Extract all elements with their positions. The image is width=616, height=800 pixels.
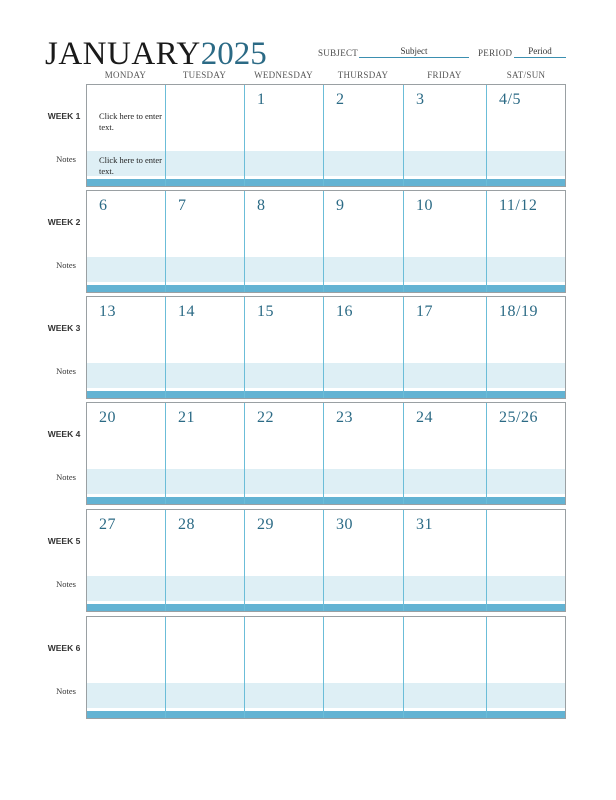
week-bottom-bar: [87, 604, 565, 611]
day-cell[interactable]: [245, 617, 324, 683]
date-number: 28: [178, 516, 195, 533]
notes-band[interactable]: [87, 469, 565, 494]
date-number: 13: [99, 303, 116, 320]
day-cell[interactable]: [324, 617, 404, 683]
calendar-title: [45, 34, 267, 74]
day-header-3: THURSDAY: [337, 70, 389, 80]
day-header-5: SAT/SUN: [506, 70, 546, 80]
week-block: [86, 509, 566, 612]
week-label: WEEK 4: [47, 429, 81, 439]
date-number: 2: [336, 91, 345, 108]
subject-field[interactable]: Subject: [400, 46, 428, 56]
notes-label: Notes: [56, 260, 76, 270]
notes-label: Notes: [56, 366, 76, 376]
date-number: 30: [336, 516, 353, 533]
week-block: [86, 84, 566, 187]
week-label: WEEK 5: [47, 536, 81, 546]
day-cell[interactable]: [487, 510, 567, 576]
day-header-1: TUESDAY: [182, 70, 227, 80]
placeholder-text-field[interactable]: Click here to enter text.: [99, 111, 163, 132]
date-number: 16: [336, 303, 353, 320]
subject-label: SUBJECT: [318, 48, 359, 58]
period-label: PERIOD: [478, 48, 513, 58]
date-number: 14: [178, 303, 195, 320]
date-number: 1: [257, 91, 266, 108]
date-number: 3: [416, 91, 425, 108]
period-underline: [514, 57, 566, 58]
date-number: 15: [257, 303, 274, 320]
week-bottom-bar: [87, 391, 565, 398]
date-number: 22: [257, 409, 274, 426]
title-month: JANUARY: [45, 36, 201, 72]
notes-label: Notes: [56, 686, 76, 696]
week-bottom-bar: [87, 285, 565, 292]
day-header-0: MONDAY: [104, 70, 147, 80]
notes-band[interactable]: [87, 683, 565, 708]
week-bottom-bar: [87, 179, 565, 186]
notes-band[interactable]: [87, 363, 565, 388]
day-cell[interactable]: [487, 617, 567, 683]
date-number: 11/12: [499, 197, 538, 214]
week-block: [86, 296, 566, 399]
date-number: 27: [99, 516, 116, 533]
day-cell[interactable]: [166, 85, 245, 151]
notes-placeholder-text-field[interactable]: Click here to enter text.: [99, 155, 163, 176]
subject-underline: [359, 57, 469, 58]
date-number: 8: [257, 197, 266, 214]
day-cell[interactable]: [166, 617, 245, 683]
date-number: 20: [99, 409, 116, 426]
title-year: 2025: [200, 36, 267, 72]
date-number: 9: [336, 197, 345, 214]
date-number: 7: [178, 197, 187, 214]
date-number: 31: [416, 516, 433, 533]
day-cell[interactable]: [404, 617, 487, 683]
date-number: 17: [416, 303, 433, 320]
date-number: 29: [257, 516, 274, 533]
day-header-4: FRIDAY: [427, 70, 462, 80]
notes-label: Notes: [56, 472, 76, 482]
week-bottom-bar: [87, 497, 565, 504]
week-block: [86, 616, 566, 719]
week-label: WEEK 1: [47, 111, 81, 121]
date-number: 18/19: [499, 303, 538, 320]
week-label: WEEK 6: [47, 643, 81, 653]
week-label: WEEK 3: [47, 323, 81, 333]
notes-label: Notes: [56, 154, 76, 164]
date-number: 25/26: [499, 409, 538, 426]
week-block: [86, 190, 566, 293]
week-label: WEEK 2: [47, 217, 81, 227]
week-bottom-bar: [87, 711, 565, 718]
week-block: [86, 402, 566, 505]
date-number: 21: [178, 409, 195, 426]
day-header-2: WEDNESDAY: [254, 70, 313, 80]
date-number: 6: [99, 197, 108, 214]
notes-band[interactable]: [87, 576, 565, 601]
notes-label: Notes: [56, 579, 76, 589]
period-field[interactable]: Period: [528, 46, 552, 56]
date-number: 23: [336, 409, 353, 426]
date-number: 4/5: [499, 91, 521, 108]
date-number: 10: [416, 197, 433, 214]
date-number: 24: [416, 409, 433, 426]
day-cell[interactable]: [87, 617, 166, 683]
notes-band[interactable]: [87, 257, 565, 282]
